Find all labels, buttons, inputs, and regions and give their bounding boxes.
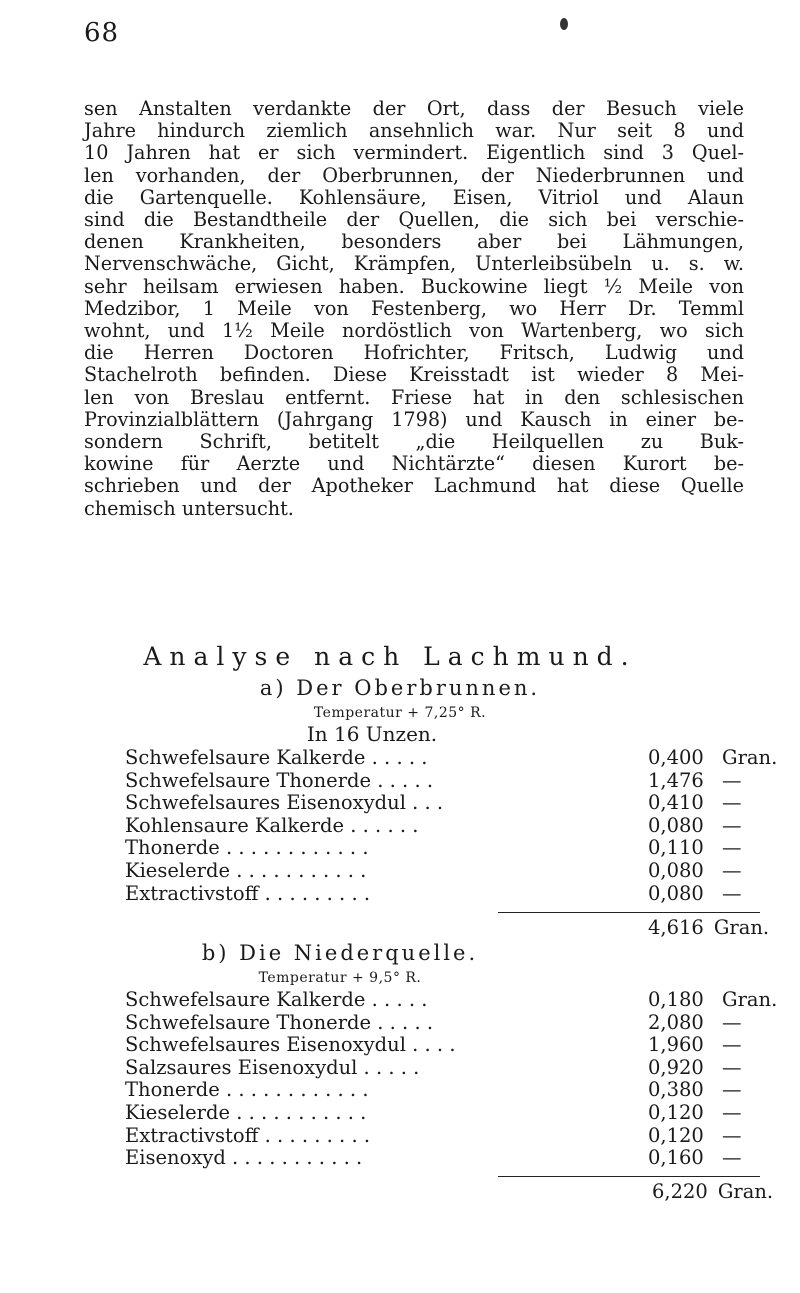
row-unit: Gran. xyxy=(722,746,778,769)
table-row xyxy=(125,814,765,837)
row-name: Schwefelsaure Thonerde . . . . . xyxy=(125,768,434,792)
paragraph-line: len von Breslau entfernt. Friese hat in den schlesischen xyxy=(84,385,744,409)
row-value: 1,960 xyxy=(648,1033,704,1057)
table-row xyxy=(125,1056,765,1079)
page-number: 68 xyxy=(84,18,120,48)
paragraph-line: Jahre hindurch ziemlich ansehnlich war. Nur seit 8 und xyxy=(84,119,744,143)
row-name: Salzsaures Eisenoxydul . . . . . xyxy=(125,1055,420,1079)
row-name: Extractivstoff . . . . . . . . . xyxy=(125,881,371,905)
paragraph-line: kowine für Aerzte und Nichtärzte“ diesen Kurort be- xyxy=(84,452,744,476)
table-row xyxy=(125,1146,765,1169)
paragraph-line: Nervenschwäche, Gicht, Krämpfen, Unterleibsübeln u. s. w. xyxy=(84,252,744,276)
paragraph-line: schrieben und der Apotheker Lachmund hat diese Quelle xyxy=(84,474,744,498)
table-row xyxy=(125,988,778,1011)
row-unit: — xyxy=(722,1010,742,1034)
row-value: 0,080 xyxy=(648,858,704,882)
row-unit: — xyxy=(722,1033,742,1057)
row-unit: — xyxy=(722,836,742,860)
row-unit: — xyxy=(722,791,742,815)
row-value: 1,476 xyxy=(648,768,704,792)
row-value: 0,400 xyxy=(648,746,704,769)
paragraph-line: Stachelroth befinden. Diese Kreisstadt ist wieder 8 Mei- xyxy=(84,363,744,387)
row-name: Extractivstoff . . . . . . . . . xyxy=(125,1123,371,1147)
section-a-units: In 16 Unzen. xyxy=(306,722,438,746)
section-b-table xyxy=(125,988,778,1170)
row-name: Kohlensaure Kalkerde . . . . . . xyxy=(125,813,419,837)
row-name: Eisenoxyd . . . . . . . . . . . xyxy=(125,1146,363,1170)
paragraph-line: Medzibor, 1 Meile von Festenberg, wo Herr Dr. Temml xyxy=(84,296,744,320)
analysis-title: Analyse nach Lachmund. xyxy=(143,642,637,671)
row-name: Schwefelsaures Eisenoxydul . . . . xyxy=(125,1033,456,1057)
paragraph-line: len vorhanden, der Oberbrunnen, der Niederbrunnen und xyxy=(84,163,744,187)
row-value: 0,120 xyxy=(648,1123,704,1147)
section-b-total-rule xyxy=(498,1176,760,1177)
row-value: 0,380 xyxy=(648,1078,704,1102)
ink-dot xyxy=(560,18,568,30)
row-value: 2,080 xyxy=(648,1010,704,1034)
row-unit: Gran. xyxy=(722,988,778,1011)
row-value: 0,080 xyxy=(648,881,704,905)
body-paragraph xyxy=(84,98,744,520)
table-row xyxy=(125,791,765,814)
paragraph-line: Provinzialblättern (Jahrgang 1798) und Kausch in einer be- xyxy=(84,407,744,431)
row-unit: — xyxy=(722,858,742,882)
row-value: 0,160 xyxy=(648,1146,704,1170)
row-value: 0,920 xyxy=(648,1055,704,1079)
section-b-title: b) Die Niederquelle. xyxy=(201,941,479,965)
table-row xyxy=(125,1033,765,1056)
section-b-total-unit: Gran. xyxy=(717,1180,774,1203)
section-a-total-rule xyxy=(498,912,760,913)
table-row xyxy=(125,1011,765,1034)
paragraph-line: chemisch untersucht. xyxy=(84,496,294,520)
table-row xyxy=(125,746,778,769)
section-a-table xyxy=(125,746,778,905)
paragraph-line: sehr heilsam erwiesen haben. Buckowine liegt ½ Meile von xyxy=(84,274,744,298)
row-unit: — xyxy=(722,1123,742,1147)
paragraph-line: sondern Schrift, betitelt „die Heilquellen zu Buk- xyxy=(84,430,744,454)
row-name: Schwefelsaure Thonerde . . . . . xyxy=(125,1010,434,1034)
row-name: Kieselerde . . . . . . . . . . . xyxy=(125,1100,367,1124)
section-a-total-unit: Gran. xyxy=(713,916,770,939)
row-unit: — xyxy=(722,881,742,905)
row-name: Schwefelsaure Kalkerde . . . . . xyxy=(125,988,428,1011)
row-value: 0,120 xyxy=(648,1100,704,1124)
paragraph-line: 10 Jahren hat er sich vermindert. Eigentlich sind 3 Quel- xyxy=(84,141,744,165)
row-value: 0,410 xyxy=(648,791,704,815)
table-row xyxy=(125,1078,765,1101)
row-name: Kieselerde . . . . . . . . . . . xyxy=(125,858,367,882)
paragraph-line: sind die Bestandtheile der Quellen, die sich bei verschie- xyxy=(84,208,744,232)
row-unit: — xyxy=(722,1078,742,1102)
paragraph-line: die Herren Doctoren Hofrichter, Fritsch, Ludwig und xyxy=(84,341,744,365)
row-name: Thonerde . . . . . . . . . . . . xyxy=(125,1078,369,1102)
row-name: Schwefelsaure Kalkerde . . . . . xyxy=(125,746,428,769)
paragraph-line: denen Krankheiten, besonders aber bei Lähmungen, xyxy=(84,230,744,254)
row-name: Thonerde . . . . . . . . . . . . xyxy=(125,836,369,860)
paragraph-line: sen Anstalten verdankte der Ort, dass der Besuch viele xyxy=(84,97,744,120)
row-value: 0,080 xyxy=(648,813,704,837)
section-b-total-value: 6,220 xyxy=(652,1180,708,1203)
section-a-total-value: 4,616 xyxy=(648,916,704,939)
table-row xyxy=(125,859,765,882)
section-a-title: a) Der Oberbrunnen. xyxy=(259,676,541,700)
section-a-temperature: Temperatur + 7,25° R. xyxy=(313,705,487,721)
row-unit: — xyxy=(722,813,742,837)
table-row xyxy=(125,882,765,905)
paragraph-line: die Gartenquelle. Kohlensäure, Eisen, Vitriol und Alaun xyxy=(84,185,744,209)
row-value: 0,180 xyxy=(648,988,704,1011)
row-unit: — xyxy=(722,1055,742,1079)
table-row xyxy=(125,769,765,792)
row-unit: — xyxy=(722,1100,742,1124)
row-unit: — xyxy=(722,1146,742,1170)
table-row xyxy=(125,1101,765,1124)
row-unit: — xyxy=(722,768,742,792)
table-row xyxy=(125,1124,765,1147)
section-b-total xyxy=(652,1180,773,1203)
paragraph-line: wohnt, und 1½ Meile nordöstlich von Wartenberg, wo sich xyxy=(84,319,744,343)
section-a-total xyxy=(648,916,769,939)
section-b-temperature: Temperatur + 9,5° R. xyxy=(258,970,422,986)
row-name: Schwefelsaures Eisenoxydul . . . xyxy=(125,791,444,815)
row-value: 0,110 xyxy=(648,836,704,860)
table-row xyxy=(125,836,765,859)
